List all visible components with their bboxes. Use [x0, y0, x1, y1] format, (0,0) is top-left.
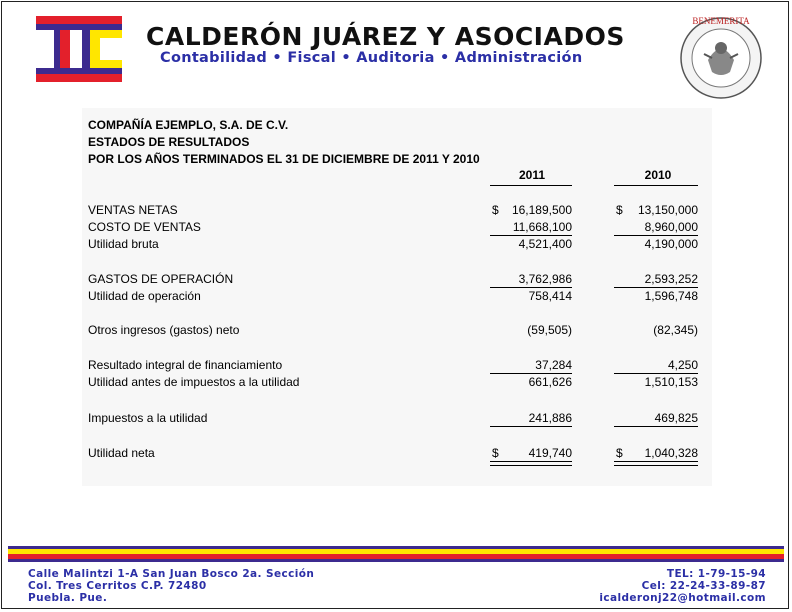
- value-2011: (59,505): [527, 323, 572, 337]
- subtotal-line: [490, 373, 572, 374]
- currency-symbol: $: [616, 446, 623, 460]
- income-statement: [82, 108, 712, 486]
- value-2011: 661,626: [528, 375, 572, 389]
- footer-address-3: Puebla. Pue.: [28, 592, 108, 604]
- value-2011: 16,189,500: [511, 203, 572, 217]
- footer-tel: TEL: 1-79-15-94: [666, 568, 766, 580]
- row-label: Utilidad antes de impuestos a la utilidad: [88, 375, 300, 389]
- row-label: Otros ingresos (gastos) neto: [88, 323, 240, 337]
- currency-symbol: $: [492, 203, 499, 217]
- currency-symbol: $: [616, 203, 623, 217]
- total-double-line: [614, 461, 698, 466]
- footer-address-1: Calle Malintzi 1-A San Juan Bosco 2a. Sección: [28, 568, 315, 580]
- statement-period: POR LOS AÑOS TERMINADOS EL 31 DE DICIEMBRE DE 2011 Y 2010: [88, 152, 480, 166]
- value-2010: 2,593,252: [644, 272, 698, 286]
- value-2010: 13,150,000: [637, 203, 698, 217]
- value-2010: 469,825: [654, 411, 698, 425]
- currency-symbol: $: [492, 446, 499, 460]
- subtotal-line: [614, 373, 698, 374]
- value-2011: 3,762,986: [518, 272, 572, 286]
- value-2010: 1,510,153: [644, 375, 698, 389]
- statement-title: ESTADOS DE RESULTADOS: [88, 135, 250, 149]
- subtotal-line: [490, 287, 572, 288]
- university-seal-icon: [674, 8, 768, 102]
- footer-email[interactable]: icalderonj22@hotmail.com: [599, 592, 766, 604]
- value-2011: 37,284: [535, 358, 572, 372]
- total-double-line: [490, 461, 572, 466]
- year-underline: [490, 185, 572, 186]
- firm-tagline: Contabilidad • Fiscal • Auditoria • Administración: [160, 50, 583, 66]
- footer-stripes: [8, 546, 784, 562]
- row-label: VENTAS NETAS: [88, 203, 178, 217]
- value-2010: 8,960,000: [644, 220, 698, 234]
- subtotal-line: [490, 235, 572, 236]
- value-2010: 1,596,748: [644, 289, 698, 303]
- value-2010: 4,190,000: [644, 237, 698, 251]
- value-2011: 4,521,400: [518, 237, 572, 251]
- row-label: Utilidad bruta: [88, 237, 159, 251]
- value-2010: 1,040,328: [644, 446, 698, 460]
- year-2010-header: 2010: [644, 168, 672, 182]
- value-2010: 4,250: [667, 358, 698, 372]
- subtotal-line: [614, 426, 698, 427]
- value-2011: 11,668,100: [512, 220, 572, 234]
- value-2010: (82,345): [653, 323, 698, 337]
- subtotal-line: [614, 235, 698, 236]
- subtotal-line: [614, 287, 698, 288]
- footer-address-2: Col. Tres Cerritos C.P. 72480: [28, 580, 207, 592]
- subtotal-line: [490, 426, 572, 427]
- value-2011: 419,740: [528, 446, 572, 460]
- row-label: GASTOS DE OPERACIÓN: [88, 272, 234, 286]
- firm-logo-icon: [36, 16, 122, 82]
- row-label: Utilidad neta: [88, 446, 155, 460]
- row-label: COSTO DE VENTAS: [88, 220, 201, 234]
- firm-name: CALDERÓN JUÁREZ Y ASOCIADOS: [146, 22, 625, 51]
- row-label: Resultado integral de financiamiento: [88, 358, 283, 372]
- year-underline: [614, 185, 698, 186]
- row-label: Impuestos a la utilidad: [88, 411, 208, 425]
- value-2011: 758,414: [528, 289, 572, 303]
- value-2011: 241,886: [528, 411, 572, 425]
- year-2011-header: 2011: [518, 168, 546, 182]
- footer-cel: Cel: 22-24-33-89-87: [641, 580, 766, 592]
- company-name: COMPAÑÍA EJEMPLO, S.A. DE C.V.: [88, 118, 289, 132]
- row-label: Utilidad de operación: [88, 289, 201, 303]
- seal-text: BENEMERITA: [692, 16, 750, 26]
